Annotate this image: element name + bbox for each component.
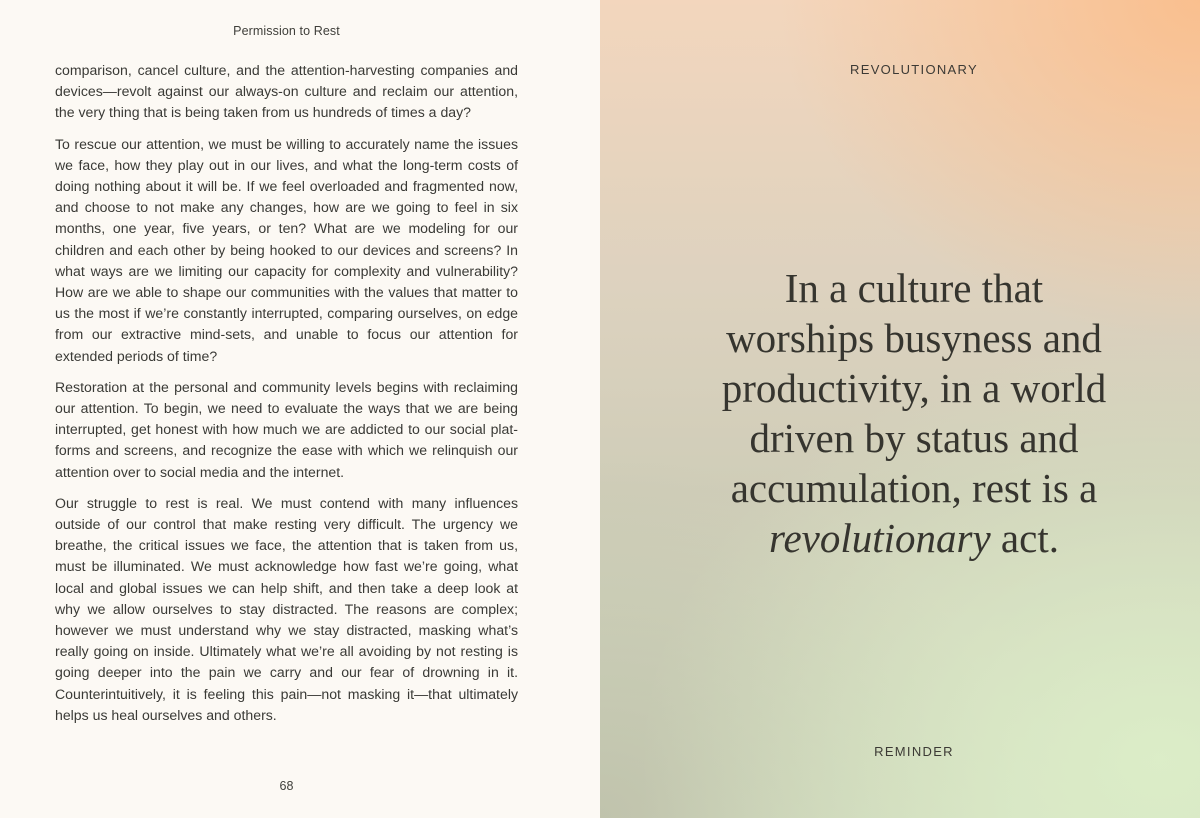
footer-label: REMINDER <box>874 744 954 759</box>
quote-emphasis: revolutionary <box>769 515 991 561</box>
quote-line: In a culture that <box>784 265 1044 311</box>
paragraph: To rescue our attention, we must be willing to accurately name the issues we face, how they play out in our lives, and what the long-term costs of doing nothing about it will be. If we feel overloaded and fragmented now, and choose to not make any changes, how are we going to feel in six months, one year, five years, or ten? What are we modeling for our children and each other by being hooked to our devices and screens? In what ways are we limiting our capacity for complexity and vulnerability? How are we able to shape our communities with the values that matter to us the most if we’re constantly interrupted, comparing ourselves, on edge from our extractive mind-sets, and unable to focus our attention for extended periods of time? <box>55 135 518 364</box>
quote-line-tail: act. <box>990 515 1059 561</box>
paragraph: Our struggle to rest is real. We must contend with many influences outside of our control that make resting very difficult. The urgency we breathe, the critical issues we face, the attention that is taken from us, must be illuminated. We must acknowledge how fast we’re going, what local and global issues we can help shift, and then take a deep look at why we allow ourselves to stay distracted. The reasons are complex; however we must understand why we stay distracted, masking what’s really going on inside. Ultimately what we’re all avoiding by not resting is going deeper into the pain we carry and our fear of drowning in it. Counterintuitively, it is feeling this pain—not masking it—that ultimately helps us heal ourselves and others. <box>55 494 518 723</box>
body-text <box>55 60 518 736</box>
section-kicker: REVOLUTIONARY <box>850 62 978 77</box>
page-number: 68 <box>279 779 294 793</box>
paragraph: Restoration at the personal and community levels begins with reclaiming our attention. To begin, we need to evaluate the ways that we are being interrupted, get honest with how much we are addicted to our social platforms and screens, and recognize the ease with which we relinquish our attention over to social media and the internet. <box>55 378 518 480</box>
pull-quote <box>700 263 1128 563</box>
quote-line: productivity, in a world <box>721 365 1107 411</box>
quote-line: driven by status and <box>749 415 1079 461</box>
paragraph: comparison, cancel culture, and the attention-harvesting companies and devices—revolt against our always-on culture and reclaim our attention, the very thing that is being taken from us hundreds of times a day? <box>55 62 518 121</box>
right-page <box>600 0 1200 818</box>
running-head: Permission to Rest <box>233 24 340 38</box>
quote-line: worships busyness and <box>726 315 1102 361</box>
quote-line-last <box>700 513 1128 563</box>
quote-line: accumulation, rest is a <box>730 465 1098 511</box>
